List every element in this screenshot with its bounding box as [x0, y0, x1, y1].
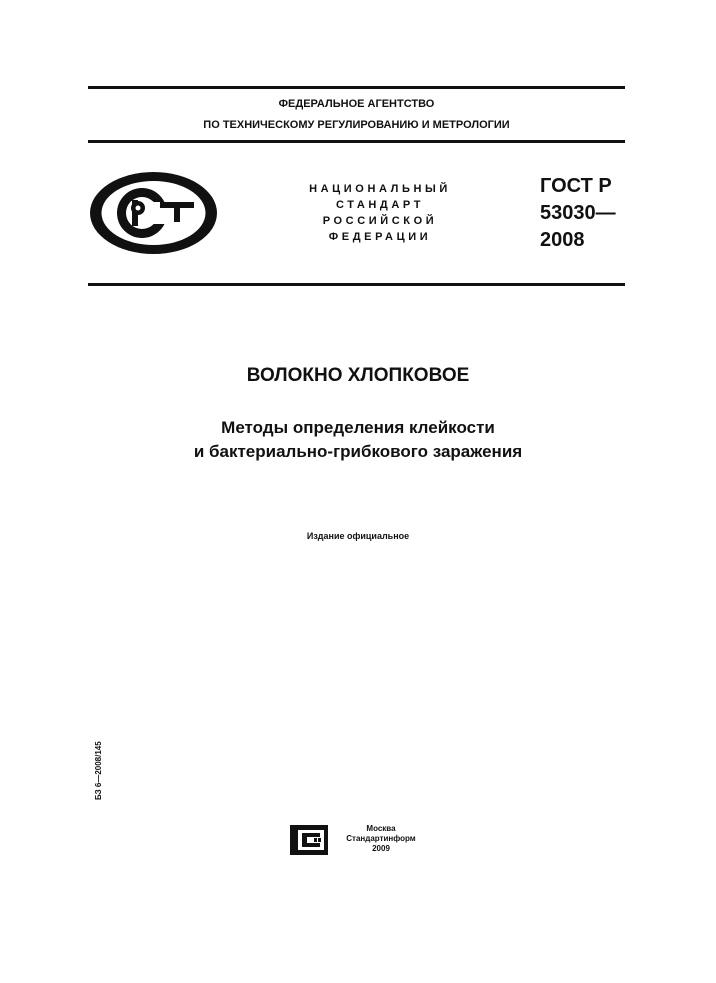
agency-line-1: ФЕДЕРАЛЬНОЕ АГЕНТСТВО — [278, 98, 435, 110]
publisher-city: Москва — [366, 824, 396, 833]
publisher-block — [338, 824, 424, 854]
document-title: ВОЛОКНО ХЛОПКОВОЕ — [246, 365, 470, 386]
national-standard-line: СТАНДАРТ — [335, 199, 425, 211]
publisher-name: Стандартинформ — [346, 834, 416, 843]
gost-line: 53030— — [540, 202, 616, 224]
publisher-year: 2009 — [372, 844, 390, 853]
national-standard-line: ФЕДЕРАЦИИ — [328, 231, 432, 243]
national-standard-line: РОССИЙСКОЙ — [322, 215, 438, 227]
gost-designation — [540, 173, 616, 254]
gost-line: ГОСТ Р — [540, 175, 612, 197]
bottom-rule — [88, 283, 625, 286]
document-subtitle-line-1: Методы определения клейкости — [221, 418, 495, 437]
standartinform-logo-icon — [290, 825, 328, 855]
agency-line-2: ПО ТЕХНИЧЕСКОМУ РЕГУЛИРОВАНИЮ И МЕТРОЛОГИИ — [203, 119, 510, 131]
gost-line: 2008 — [540, 229, 585, 251]
edition-label: Издание официальное — [306, 531, 410, 541]
document-subtitle-line-2: и бактериально-грибкового заражения — [193, 442, 523, 461]
national-standard-line: НАЦИОНАЛЬНЫЙ — [309, 183, 451, 195]
top-rule — [88, 86, 625, 89]
national-standard-label — [282, 181, 478, 245]
middle-rule — [88, 140, 625, 143]
side-catalog-code: БЗ 6—2008/145 — [94, 741, 103, 800]
rst-certification-logo-icon — [88, 170, 219, 256]
